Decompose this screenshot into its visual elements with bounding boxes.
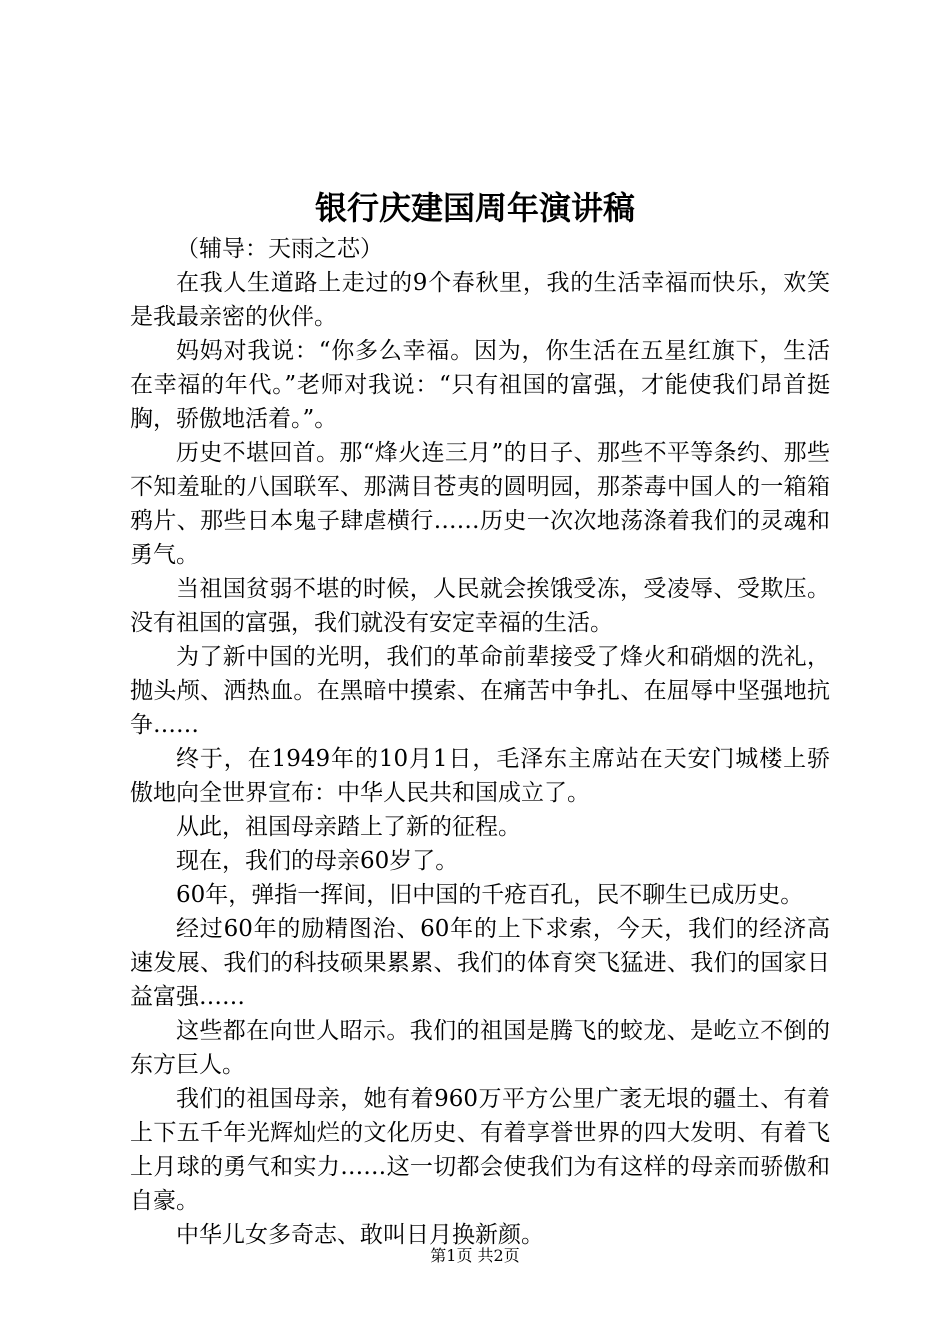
paragraph: 60年，弹指一挥间，旧中国的千疮百孔，民不聊生已成历史。 — [176, 882, 804, 908]
document-title: 银行庆建国周年演讲稿 — [314, 189, 635, 227]
paragraph: 当祖国贫弱不堪的时候，人民就会挨饿受冻，受凌辱、受欺压。没有祖国的富强，我们就没有安定幸福的生活。 — [130, 576, 830, 636]
paragraph: 历史不堪回首。那“烽火连三月”的日子、那些不平等条约、那些不知羞耻的八国联军、那满目苍夷的圆明园，那荼毒中国人的一箱箱鸦片、那些日本鬼子肆虐横行……历史一次次地荡涤着我们的灵魂和勇气。 — [130, 440, 830, 568]
paragraph: 在我人生道路上走过的9个春秋里，我的生活幸福而快乐，欢笑是我最亲密的伙伴。 — [130, 270, 830, 330]
paragraph: 妈妈对我说：“你多么幸福。因为，你生活在五星红旗下，生活在幸福的年代。”老师对我说：“只有祖国的富强，才能使我们昂首挺胸，骄傲地活着。”。 — [130, 338, 830, 432]
paragraph: 从此，祖国母亲踏上了新的征程。 — [176, 814, 521, 840]
paragraph: 我们的祖国母亲，她有着960万平方公里广袤无垠的疆土、有着上下五千年光辉灿烂的文化历史、有着享誉世界的四大发明、有着飞上月球的勇气和实力……这一切都会使我们为有这样的母亲而骄傲和自豪。 — [130, 1086, 830, 1214]
paragraph-tutor-note: （辅导：天雨之芯） — [176, 236, 383, 262]
page-number-footer: 第1页 共2页 — [430, 1246, 520, 1265]
paragraph: 终于，在1949年的10月1日，毛泽东主席站在天安门城楼上骄傲地向全世界宣布：中华人民共和国成立了。 — [130, 746, 830, 806]
document-body — [130, 232, 830, 1252]
paragraph: 经过60年的励精图治、60年的上下求索，今天，我们的经济高速发展、我们的科技硕果累累、我们的体育突飞猛进、我们的国家日益富强…… — [130, 916, 830, 1010]
paragraph: 中华儿女多奇志、敢叫日月换新颜。 — [176, 1222, 544, 1248]
paragraph: 现在，我们的母亲60岁了。 — [176, 848, 459, 874]
paragraph: 为了新中国的光明，我们的革命前辈接受了烽火和硝烟的洗礼，抛头颅、洒热血。在黑暗中摸索、在痛苦中争扎、在屈辱中坚强地抗争…… — [130, 644, 830, 738]
paragraph: 这些都在向世人昭示。我们的祖国是腾飞的蛟龙、是屹立不倒的东方巨人。 — [130, 1018, 830, 1078]
